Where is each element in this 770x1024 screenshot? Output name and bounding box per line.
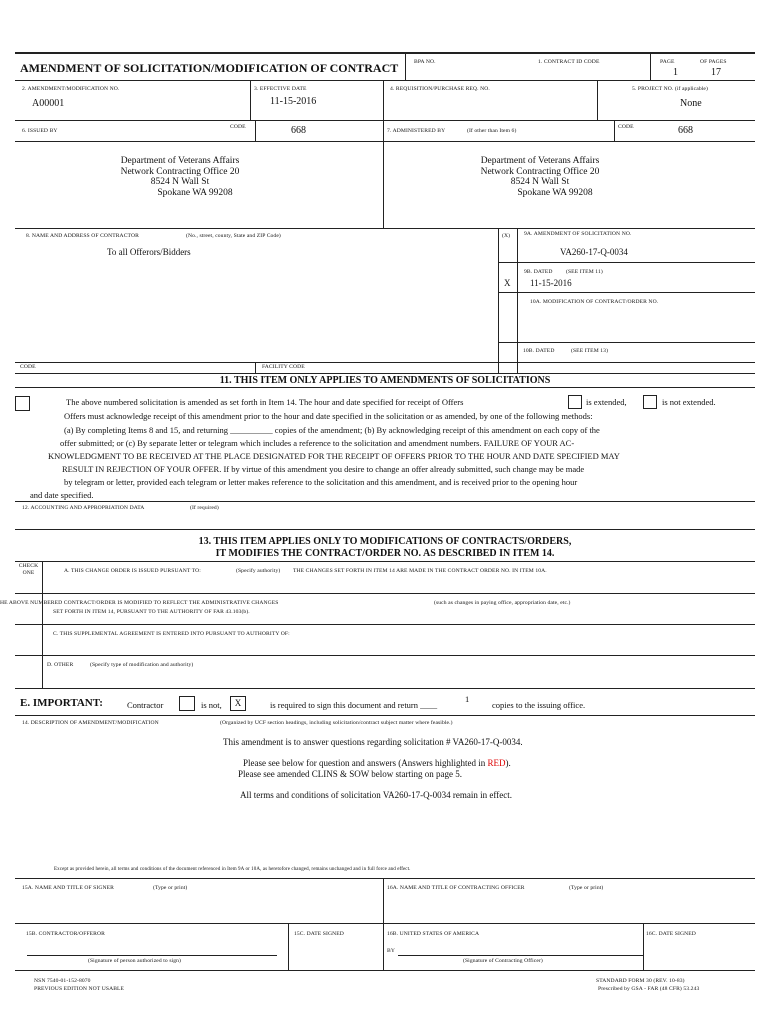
nsn-number: NSN 7540-01-152-8070 (34, 978, 91, 984)
is-not-checkbox[interactable] (179, 696, 195, 711)
rule (498, 228, 499, 373)
contractor-note: (No., street, county, State and ZIP Code) (186, 233, 281, 239)
item-9b-label: 9B. DATED (524, 269, 553, 275)
rule (15, 688, 755, 689)
sig-line (398, 955, 643, 956)
item-14-note: (Organized by UCF section headings, including solicitation/contract subject matter where feasible.) (220, 720, 453, 726)
check-one-text: CHECK (18, 563, 39, 569)
amendment-no-value: A00001 (32, 98, 65, 109)
administered-by-label: 7. ADMINISTERED BY (387, 128, 446, 134)
officer-name-label: 16A. NAME AND TITLE OF CONTRACTING OFFICER (387, 885, 525, 891)
item-13b-text-2: SET FORTH IN ITEM 14, PURSUANT TO THE AUTHORITY OF FAR 43.103(b). (53, 609, 250, 615)
officer-signature-caption: (Signature of Contracting Officer) (463, 958, 543, 964)
description-line (243, 758, 511, 768)
admin-code-label: CODE (618, 124, 634, 130)
contract-id-label: 1. CONTRACT ID CODE (538, 59, 600, 65)
contractor-value: To all Offerors/Bidders (107, 247, 191, 257)
item-11-line: by telegram or letter, provided each telegram or letter makes reference to the solicitation and this amendment, and is received prior to the opening hour (64, 477, 578, 487)
rule (15, 970, 755, 971)
rule (15, 80, 755, 81)
address-line: Network Contracting Office 20 (480, 166, 600, 177)
item-13a-text-2: THE CHANGES SET FORTH IN ITEM 14 ARE MADE IN THE CONTRACT ORDER NO. IN ITEM 10A. (293, 568, 547, 574)
officer-name-note: (Type or print) (569, 885, 604, 891)
is-required-label: is required to sign this document and return ____ (270, 700, 438, 710)
rule (15, 501, 755, 502)
item-11-line: RESULT IN REJECTION OF YOUR OFFER. If by virtue of this amendment you desire to change an offer already submitted, such change may be made (62, 464, 585, 474)
description-line: This amendment is to answer questions regarding solicitation # VA260-17-Q-0034. (223, 737, 523, 747)
page-label: PAGE (660, 59, 675, 65)
is-required-checkbox[interactable]: X (230, 696, 246, 711)
contractor-offeror-label: 15B. CONTRACTOR/OFFEROR (26, 931, 105, 937)
contractor-label: Contractor (127, 700, 164, 710)
rule (15, 141, 755, 142)
rule (15, 923, 755, 924)
copies-number: 1 (465, 694, 470, 704)
except-clause: Except as provided herein, all terms and conditions of the document referenced in Item 9A or 10A, as heretofore changed, remains unchanged and in full force and effect. (54, 867, 411, 872)
item-13b-note: (such as changes in paying office, appropriation date, etc.) (434, 600, 571, 606)
item-11-line: (a) By completing Items 8 and 15, and returning __________ copies of the amendment; (b) By acknowledging receipt of this amendment on each copy of the (64, 425, 600, 435)
rule (15, 529, 755, 530)
item-11-line: KNOWLEDGMENT TO BE RECEIVED AT THE PLACE DESIGNATED FOR THE RECEIPT OF OFFERS PRIOR TO THE HOUR AND DATE SPECIFIED MAY (48, 451, 620, 461)
rule (650, 52, 651, 80)
rule (15, 387, 755, 388)
item-13c-text: C. THIS SUPPLEMENTAL AGREEMENT IS ENTERED INTO PURSUANT TO AUTHORITY OF: (53, 631, 290, 637)
rule (383, 80, 384, 228)
rule (15, 362, 755, 363)
rule (15, 561, 755, 562)
page-value: 1 (673, 67, 678, 78)
issued-code-value: 668 (291, 125, 306, 136)
address-line: 8524 N Wall St (510, 177, 570, 187)
copies-label: copies to the issuing office. (492, 700, 586, 710)
item-14-label: 14. DESCRIPTION OF AMENDMENT/MODIFICATION (22, 720, 159, 726)
form-title: AMENDMENT OF SOLICITATION/MODIFICATION OF CONTRACT (20, 61, 399, 75)
admin-code-value: 668 (678, 125, 693, 136)
is-not-label: is not, (201, 700, 222, 710)
of-pages-value: 17 (711, 67, 721, 78)
item-12-note: (If required) (190, 505, 219, 511)
project-no-label: 5. PROJECT NO. (if applicable) (632, 86, 708, 92)
rule (517, 228, 518, 373)
important-label: E. IMPORTANT: (20, 697, 103, 709)
facility-code-label: FACILITY CODE (262, 364, 305, 370)
item-13-heading: 13. THIS ITEM APPLIES ONLY TO MODIFICATIONS OF CONTRACTS/ORDERS, (198, 536, 572, 547)
rule (255, 120, 256, 141)
rule (383, 878, 384, 970)
rule (498, 292, 755, 293)
amendment-no-label: 2. AMENDMENT/MODIFICATION NO. (22, 86, 120, 92)
effective-date-value: 11-15-2016 (270, 96, 317, 107)
rule (405, 52, 406, 80)
description-line: Please see amended CLINS & SOW below starting on page 5. (238, 769, 463, 779)
of-pages-label: OF PAGES (700, 59, 727, 65)
signer-name-note: (Type or print) (153, 885, 188, 891)
item-13-heading-2: IT MODIFIES THE CONTRACT/ORDER NO. AS DESCRIBED IN ITEM 14. (215, 548, 555, 559)
item-12-label: 12. ACCOUNTING AND APPROPRIATION DATA (22, 505, 145, 511)
contractor-date-signed-label: 15C. DATE SIGNED (294, 931, 344, 937)
rule (597, 80, 598, 120)
description-text: Please see below for question and answers (Answers highlighted in (243, 758, 488, 768)
rule (643, 923, 644, 970)
rule (15, 715, 755, 716)
prescribed-by: Prescribed by GSA - FAR (48 CFR) 53.243 (598, 986, 700, 992)
standard-form-number: STANDARD FORM 30 (REV. 10-83) (596, 978, 685, 984)
rule (15, 120, 755, 121)
contractor-label: 8. NAME AND ADDRESS OF CONTRACTOR (26, 233, 139, 239)
rule (498, 262, 755, 263)
rule (15, 878, 755, 879)
issued-by-address (60, 156, 300, 198)
rule (614, 120, 615, 141)
address-line: Department of Veterans Affairs (120, 156, 240, 166)
item-9b-note: (SEE ITEM 11) (566, 269, 603, 275)
address-line: Spokane WA 99208 (157, 187, 233, 198)
red-highlight-text: RED (487, 758, 506, 768)
rule (15, 373, 755, 374)
item-11-line: Offers must acknowledge receipt of this amendment prior to the hour and date specified in the solicitation or as amended, by one of the following methods: (64, 411, 593, 421)
item-9a-label: 9A. AMENDMENT OF SOLICITATION NO. (524, 231, 632, 237)
bpa-label: BPA NO. (414, 59, 436, 65)
rule (42, 561, 43, 688)
not-extended-checkbox[interactable] (643, 395, 657, 409)
signer-name-label: 15A. NAME AND TITLE OF SIGNER (22, 885, 114, 891)
contractor-signature-caption: (Signature of person authorized to sign) (88, 958, 182, 964)
officer-date-signed-label: 16C. DATE SIGNED (646, 931, 696, 937)
item-13d-text: D. OTHER (47, 662, 74, 668)
rule (15, 593, 755, 594)
x-column-label: (X) (502, 233, 511, 239)
item-13b-text: HE ABOVE NUMBERED CONTRACT/ORDER IS MODIFIED TO REFLECT THE ADMINISTRATIVE CHANGES (0, 600, 279, 606)
item-9b-value: 11-15-2016 (530, 278, 572, 288)
address-line: Spokane WA 99208 (517, 187, 593, 198)
issued-by-label: 6. ISSUED BY (22, 128, 58, 134)
usa-label: 16B. UNITED STATES OF AMERICA (387, 931, 480, 937)
item-11-checkbox[interactable] (15, 396, 30, 411)
effective-date-label: 3. EFFECTIVE DATE (254, 86, 307, 92)
top-border (15, 52, 755, 54)
rule (255, 362, 256, 373)
item-9a-value: VA260-17-Q-0034 (560, 247, 628, 257)
address-line: Network Contracting Office 20 (120, 166, 240, 177)
extended-label: is extended, (586, 397, 627, 407)
description-line: All terms and conditions of solicitation VA260-17-Q-0034 remain in effect. (240, 790, 512, 800)
extended-checkbox[interactable] (568, 395, 582, 409)
rule (15, 624, 755, 625)
rule (498, 342, 755, 343)
check-one-text: ONE (22, 570, 35, 576)
item-11-line: offer submitted; or (c) By separate letter or telegram which includes a reference to the solicitation and amendment numbers. FAILURE OF YOUR AC- (60, 438, 575, 448)
rule (288, 923, 289, 970)
by-label: BY (387, 948, 395, 954)
not-extended-label: is not extended. (662, 397, 716, 407)
item-10b-note: (SEE ITEM 13) (571, 348, 609, 354)
item-13d-note: (Specify type of modification and authority) (90, 662, 194, 668)
item-10b-label: 10B. DATED (523, 348, 555, 354)
requisition-label: 4. REQUISITION/PURCHASE REQ. NO. (390, 86, 490, 92)
item-11-heading: 11. THIS ITEM ONLY APPLIES TO AMENDMENTS OF SOLICITATIONS (219, 375, 551, 386)
administered-by-note: (If other than Item 6) (467, 128, 517, 134)
item-11-line: The above numbered solicitation is amended as set forth in Item 14. The hour and date specified for receipt of Offers (66, 397, 464, 407)
rule (15, 228, 755, 229)
item-13a-text: A. THIS CHANGE ORDER IS ISSUED PURSUANT TO: (64, 568, 201, 574)
description-text: ). (505, 758, 511, 768)
item-11-line: and date specified. (30, 490, 94, 500)
item-13a-note: (Specify authority) (236, 568, 281, 574)
item-10a-label: 10A. MODIFICATION OF CONTRACT/ORDER NO. (530, 299, 659, 305)
administered-by-address (420, 156, 660, 198)
rule (15, 655, 755, 656)
address-line: Department of Veterans Affairs (480, 156, 600, 166)
code-label: CODE (20, 364, 36, 370)
item-9b-checkmark: X (504, 278, 511, 288)
check-one-label (15, 563, 42, 577)
sig-line (27, 955, 277, 956)
code-label: CODE (230, 124, 246, 130)
project-no-value: None (680, 98, 702, 109)
rule (250, 80, 251, 120)
previous-edition-note: PREVIOUS EDITION NOT USABLE (34, 986, 125, 992)
address-line: 8524 N Wall St (150, 177, 210, 187)
